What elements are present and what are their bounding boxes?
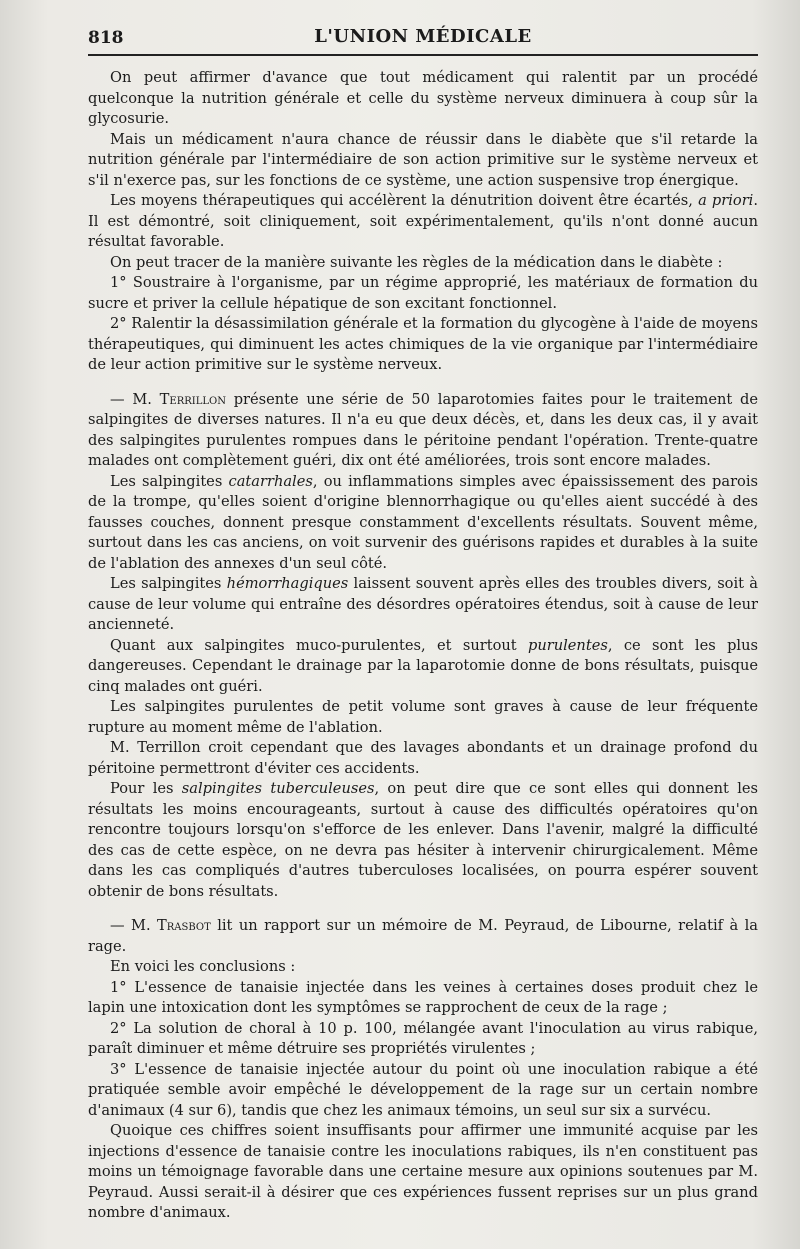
author-name: Trasbot xyxy=(157,917,211,934)
paragraph: Quoique ces chiffres soient insuffisants pour affirmer une immunité acquise par les injections d'essence de tanaisie contre les inoculations rabiques, ils n'en constituent pas moins un témoignage favorable dans une certaine mesure aux opinions soutenues par M. Peyraud. Aussi serait-il à désirer que ces expériences fussent reprises sur un plus grand nombre d'animaux. xyxy=(88,1122,758,1221)
paragraph: M. Terrillon croit cependant que des lavages abondants et un drainage profond du péritoine permettront d'éviter ces accidents. xyxy=(88,739,758,777)
paragraph: — M. Trasbot lit un rapport sur un mémoire de M. Peyraud, de Libourne, relatif à la rage. xyxy=(88,917,758,955)
paragraph: 2° La solution de choral à 10 p. 100, mélangée avant l'inoculation au virus rabique, paraît diminuer et même détruire ses propriétés virulentes ; xyxy=(88,1019,758,1057)
page-header xyxy=(88,22,758,56)
paragraph: 1° Soustraire à l'organisme, par un régime approprié, les matériaux de formation du sucre et priver la cellule hépatique de son excitant fonctionnel. xyxy=(88,274,758,312)
paragraph: Les salpingites hémorrhagiques laissent souvent après elles des troubles divers, soit à cause de leur volume qui entraîne des désordres opératoires étendus, soit à cause de leur ancienneté. xyxy=(88,575,758,633)
paragraph: Les moyens thérapeutiques qui accélèrent la dénutrition doivent être écartés, a priori. Il est démontré, soit cliniquement, soit expérimentalement, qu'ils n'ont donné aucun résultat favorable. xyxy=(88,192,758,250)
paragraph: Pour les salpingites tuberculeuses, on peut dire que ce sont elles qui donnent les résultats les moins encourageants, surtout à cause des difficultés opératoires qu'on rencontre toujours lorsqu'on s'efforce de les enlever. Dans l'avenir, malgré la difficulté des cas de cette espèce, on ne devra pas hésiter à intervenir chirurgicalement. Même dans les cas compliqués d'autres tuberculoses localisées, on pourra espérer souvent obtenir de bons résultats. xyxy=(88,780,758,900)
paragraph: En voici les conclusions : xyxy=(110,958,296,975)
paragraph: 2° Ralentir la désassimilation générale et la formation du glycogène à l'aide de moyens thérapeutiques, qui diminuent les actes chimiques de la vie organique par l'intermédiaire de leur action primitive sur le système nerveux. xyxy=(88,315,758,373)
running-title: L'UNION MÉDICALE xyxy=(314,26,532,47)
paragraph: 1° L'essence de tanaisie injectée dans les veines à certaines doses produit chez le lapin une intoxication dont les symptômes se rapprochent de ceux de la rage ; xyxy=(88,978,758,1016)
article-body xyxy=(88,68,758,1224)
paragraph: On peut tracer de la manière suivante les règles de la médication dans le diabète : xyxy=(110,253,723,271)
author-name: Terrillon xyxy=(159,390,226,408)
paragraph: 3° L'essence de tanaisie injectée autour du point où une inoculation rabique a été pratiquée semble avoir empêché le développement de la rage sur un certain nombre d'animaux (4 sur 6), tandis que chez les animaux témoins, un seul sur six a survécu. xyxy=(88,1060,758,1119)
paragraph: Quant aux salpingites muco-purulentes, et surtout purulentes, ce sont les plus dangereuses. Cependant le drainage par la laparotomie donne de bons résultats, puisque cinq malades ont guéri. xyxy=(88,636,758,695)
paragraph: — M. Terrillon présente une série de 50 laparotomies faites pour le traitement de salpingites de diverses natures. Il n'a eu que deux décès, et, dans les deux cas, il y avait des salpingites purulentes rompues dans le péritoine pendant l'opération. Trente-quatre malades ont complètement guéri, dix ont été améliorées, trois sont encore malades. xyxy=(88,390,758,469)
paragraph: On peut affirmer d'avance que tout médicament qui ralentit par un procédé quelconque la nutrition générale et celle du système nerveux diminuera à coup sûr la glycosurie. xyxy=(88,69,758,127)
paragraph: Les salpingites catarrhales, ou inflammations simples avec épaississement des parois de la trompe, qu'elles soient d'origine blennorrhagique ou qu'elles aient succédé à des fausses couches, donnent presque constamment d'excellents résultats. Souvent même, surtout dans les cas anciens, on voit survenir des guérisons rapides et durables à la suite de l'ablation des annexes d'un seul côté. xyxy=(88,472,758,572)
paragraph: Mais un médicament n'aura chance de réussir dans le diabète que s'il retarde la nutrition générale par l'intermédiaire de son action primitive sur le système nerveux et s'il n'exerce pas, sur les fonctions de ce système, une action suspensive trop énergique. xyxy=(88,130,758,189)
paragraph: Les salpingites purulentes de petit volume sont graves à cause de leur fréquente rupture au moment même de l'ablation. xyxy=(88,698,758,736)
page-number: 818 xyxy=(88,28,124,48)
